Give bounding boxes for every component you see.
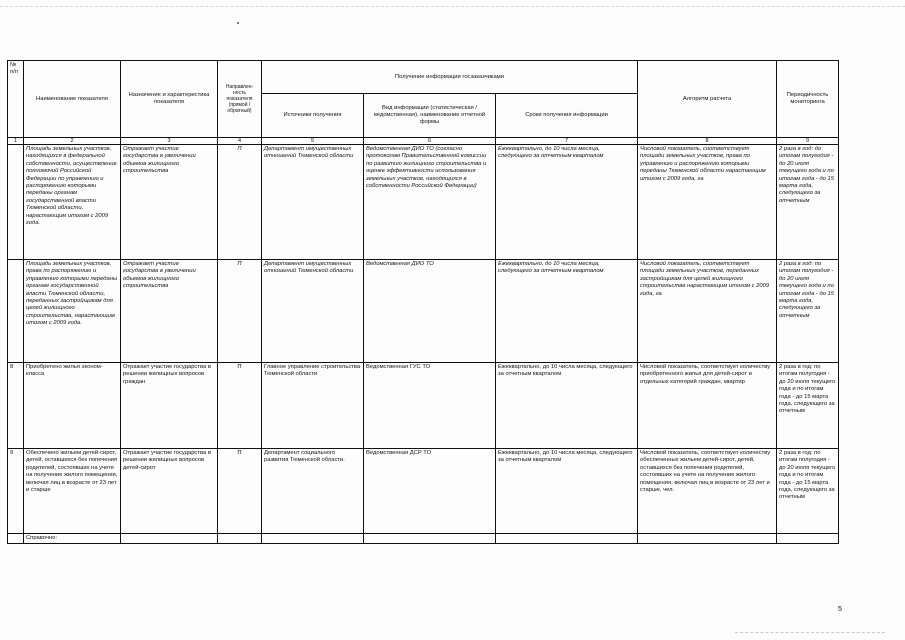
scan-edge	[0, 0, 905, 7]
column-number-row	[8, 138, 839, 145]
header-purpose: Назначение и характеристика показателя	[121, 61, 218, 138]
footer-row-cell	[262, 534, 364, 544]
row-periodicity: 2 раза в год: по итогам полугодия - до 20 июля текущего года и по итогам года - до 15 марта года, следующего за отчетным	[777, 260, 839, 363]
footer-row-cell	[364, 534, 496, 544]
footer-row-cell	[218, 534, 262, 544]
row-timing: Ежеквартально, до 10 числа месяца, следующего за отчетным кварталом	[496, 363, 638, 449]
row-timing: Ежеквартально, до 10 числа месяца, следующего за отчетным кварталом	[496, 449, 638, 534]
row-no	[8, 260, 24, 363]
header-info-type: Вид информации (статистическая / ведомственная), наименование отчетной формы	[364, 94, 496, 138]
row-algorithm: Числовой показатель, соответствует площади земельных участков, права по управлению и распоряжению которыми переданы Тюменской области нарастающим итогом с 2009 года, га	[638, 145, 777, 260]
row-purpose: Отражает участие государства в решении жилищных вопросов граждан	[121, 363, 218, 449]
table-row	[8, 363, 839, 449]
header-periodicity: Периодичность мониторинга	[777, 61, 839, 138]
row-algorithm: Числовой показатель, соответствует количеству обеспеченных жильем детей-сирот, детей, оставшихся без попечения родителей, состоявших на учете на получение жилого помещения, включая лиц в возрасте от 23 лет и старше, чел.	[638, 449, 777, 534]
row-purpose: Отражает участие государства в увеличении объемов жилищного строительства	[121, 145, 218, 260]
row-source: Департамент имущественных отношений Тюменской области	[262, 260, 364, 363]
row-name: Обеспечено жильем детей-сирот, детей, оставшихся без попечения родителей, состоявших на учете на получение жилого помещения, включая лиц в возрасте от 23 лет и старше	[24, 449, 121, 534]
table-row	[8, 260, 839, 363]
row-purpose: Отражает участие государства в решении жилищных вопросов детей-сирот	[121, 449, 218, 534]
row-name: Площадь земельных участков, права по распоряжению и управлению которыми переданы органам государственной власти Тюменской области, переданных застройщикам для целей жилищного строительства, нарастающим итогом с 2009 года.	[24, 260, 121, 363]
footer-row-cell	[121, 534, 218, 544]
row-name: Площадь земельных участков, находящихся в федеральной собственности, осуществление полномочий Российской Федерации по управлению и распоряжению которыми переданы органам государственной власти Тюменской области, нарастающим итогом с 2009 года.	[24, 145, 121, 260]
column-number: 6	[364, 138, 496, 145]
scan-edge-bottom	[735, 632, 885, 637]
row-no: 9	[8, 449, 24, 534]
row-algorithm: Числовой показатель, соответствует количеству приобретенного жилья для детей-сирот и отдельных категорий граждан, квартир	[638, 363, 777, 449]
header-row	[8, 61, 839, 94]
footer-row	[8, 534, 839, 544]
row-periodicity: 2 раза в год: по итогам полугодия - до 20 июля текущего года и по итогам года - до 15 марта года, следующего за отчетным	[777, 449, 839, 534]
row-info-type: Ведомственная ГУС ТО	[364, 363, 496, 449]
column-number: 2	[24, 138, 121, 145]
row-direction: П	[218, 260, 262, 363]
table-row	[8, 145, 839, 260]
monitoring-table	[7, 60, 839, 544]
row-name: Приобретено жилья эконом-класса	[24, 363, 121, 449]
row-source: Департамент социального развития Тюменской области.	[262, 449, 364, 534]
row-purpose: Отражает участие государства в увеличении объемов жилищного строительства	[121, 260, 218, 363]
row-source: Главное управление строительства Тюменской области	[262, 363, 364, 449]
row-info-type: Ведомственная ДСР ТО	[364, 449, 496, 534]
column-number: 3	[121, 138, 218, 145]
column-number: 9	[777, 138, 839, 145]
row-info-type: Ведомственная ДИО ТО (согласно протоколам Правительственной комиссии по развитию жилищного строительства и оценке эффективности использования земельных участков, находящихся в собственности Российской Федерации)	[364, 145, 496, 260]
row-periodicity: 2 раза в год: до итогам полугодия - до 20 июля текущего года и по итогам года - до 15 марта года, следующего за отчетным	[777, 145, 839, 260]
scan-speck	[237, 22, 239, 24]
column-number: 8	[638, 138, 777, 145]
row-algorithm: Числовой показатель, соответствует площади земельных участков, переданных застройщикам для целей жилищного строительства нарастающим итогом с 2009 года, га	[638, 260, 777, 363]
header-source: Источники получения	[262, 94, 364, 138]
footer-row-no	[8, 534, 24, 544]
header-name: Наименование показателя	[24, 61, 121, 138]
header-timing: Сроки получения информации	[496, 94, 638, 138]
row-timing: Ежеквартально, до 10 числа месяца, следующего за отчетным кварталом	[496, 145, 638, 260]
row-direction: П	[218, 363, 262, 449]
row-direction: П	[218, 145, 262, 260]
row-info-type: Ведомственная ДИО ТО	[364, 260, 496, 363]
column-number: 1	[8, 138, 24, 145]
row-no	[8, 145, 24, 260]
row-periodicity: 2 раза в год: по итогам полугодия - до 20 июля текущего года и по итогам года - до 15 марта года, следующего за отчетным	[777, 363, 839, 449]
page-number: 5	[838, 606, 842, 613]
row-timing: Ежеквартально, до 10 числа месяца, следующего за отчетным кварталом	[496, 260, 638, 363]
footer-row-cell	[638, 534, 777, 544]
row-source: Департамент имущественных отношений Тюменской области	[262, 145, 364, 260]
header-no: № п/п	[8, 61, 24, 138]
header-direction: Направлен- ность показателя (прямой / обратный)	[218, 61, 262, 138]
column-number: 7	[496, 138, 638, 145]
row-direction: П	[218, 449, 262, 534]
footer-row-label: Справочно:	[24, 534, 121, 544]
header-algorithm: Алгоритм расчета	[638, 61, 777, 138]
header-info-group: Получение информации госзаказчиками	[262, 61, 638, 94]
footer-row-cell	[496, 534, 638, 544]
row-no: 8	[8, 363, 24, 449]
footer-row-cell	[777, 534, 839, 544]
column-number: 4	[218, 138, 262, 145]
column-number: 5	[262, 138, 364, 145]
table-row	[8, 449, 839, 534]
